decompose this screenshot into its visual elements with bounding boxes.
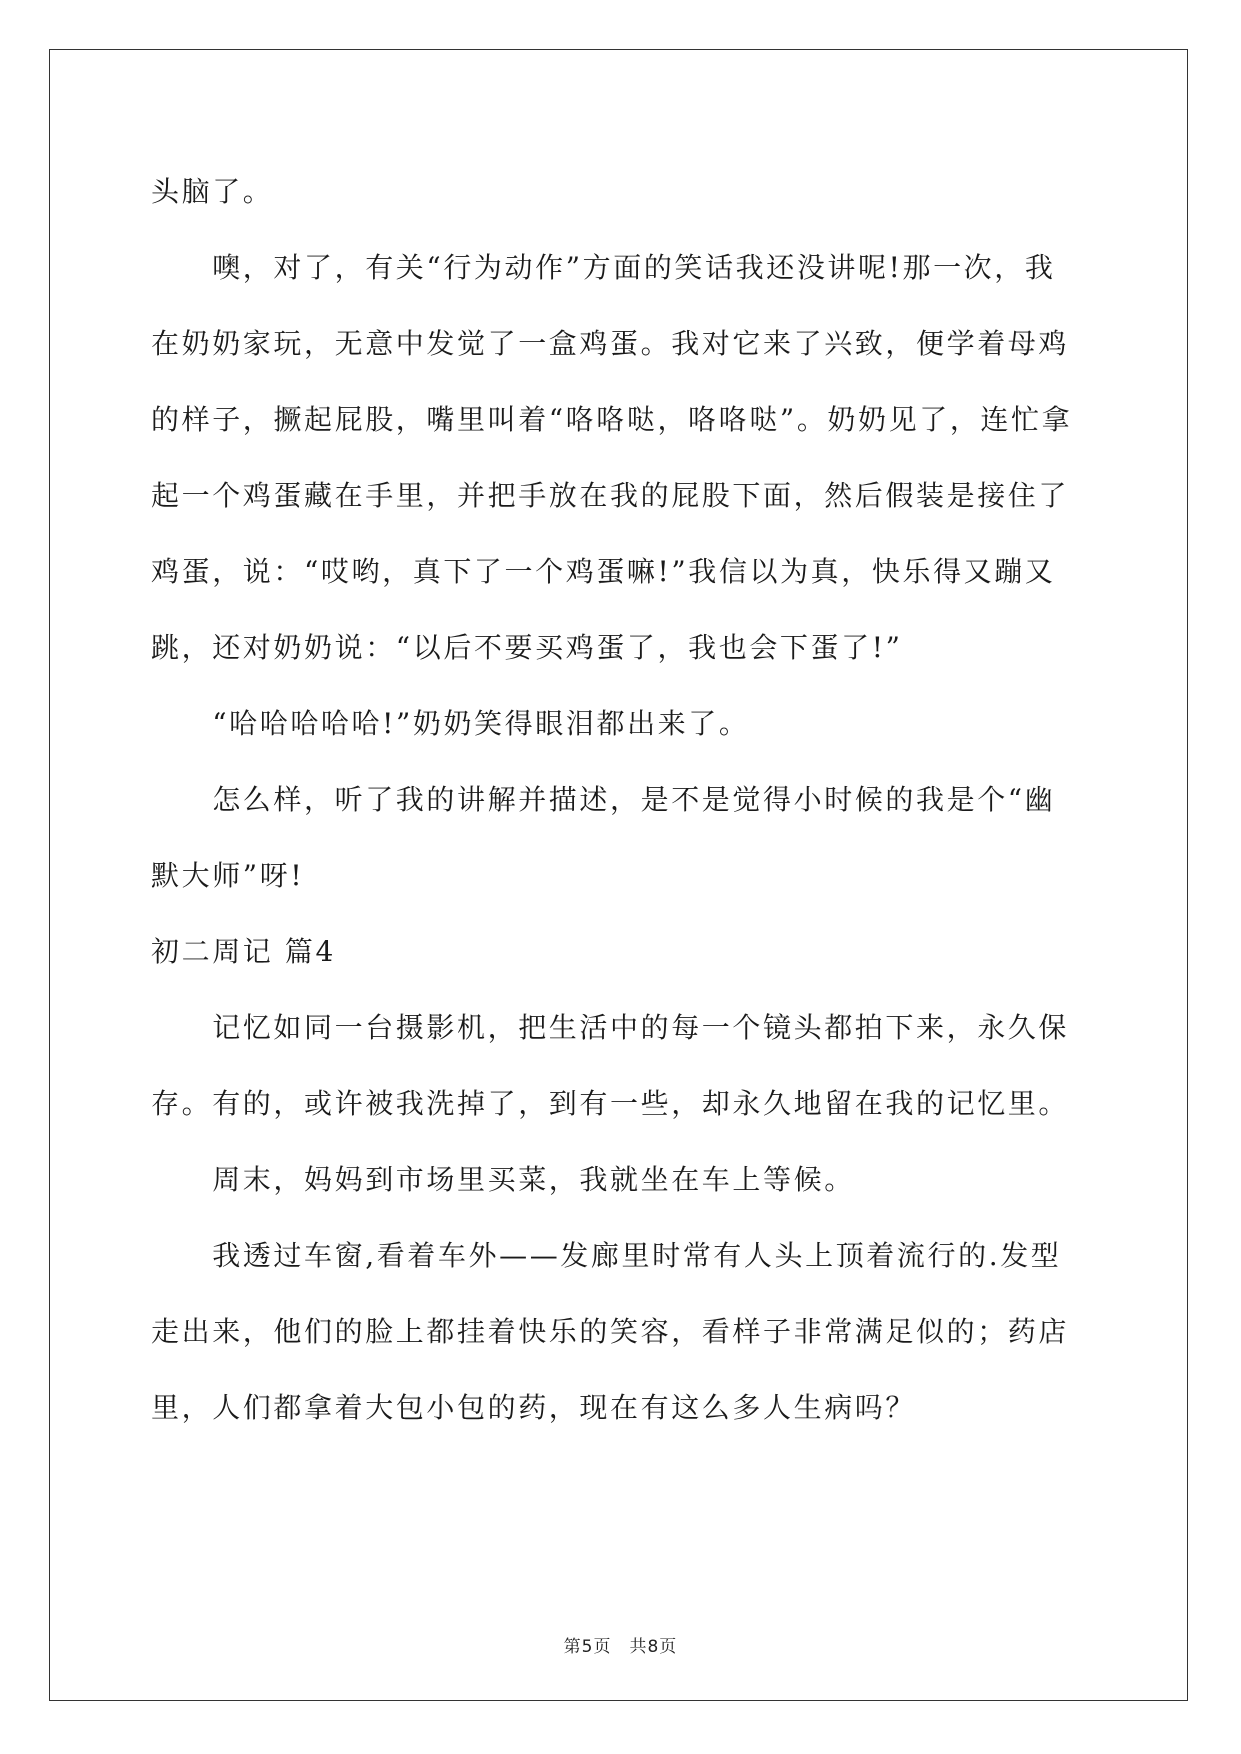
text-line: 走出来，他们的脸上都挂着快乐的笑容，看样子非常满足似的；药店 [151, 1315, 1070, 1348]
text-line: 存。有的，或许被我洗掉了，到有一些，却永久地留在我的记忆里。 [151, 1087, 1070, 1120]
text-line: 的样子，撅起屁股，嘴里叫着“咯咯哒，咯咯哒”。奶奶见了，连忙拿 [151, 403, 1073, 436]
text-line: 跳，还对奶奶说：“以后不要买鸡蛋了，我也会下蛋了!” [151, 631, 903, 664]
text-line: 怎么样，听了我的讲解并描述，是不是觉得小时候的我是个“幽 [151, 783, 1056, 816]
page-number-footer: 第5页 共8页 [563, 1637, 678, 1657]
text-line: 我透过车窗,看着车外——发廊里时常有人头上顶着流行的.发型 [151, 1239, 1062, 1272]
text-line: 周末，妈妈到市场里买菜，我就坐在车上等候。 [151, 1163, 855, 1196]
text-line: “哈哈哈哈哈!”奶奶笑得眼泪都出来了。 [151, 707, 750, 740]
text-line: 记忆如同一台摄影机，把生活中的每一个镜头都拍下来，永久保 [151, 1011, 1070, 1044]
text-line: 头脑了。 [151, 175, 274, 208]
text-line: 噢，对了，有关“行为动作”方面的笑话我还没讲呢!那一次，我 [151, 251, 1056, 284]
text-line: 里，人们都拿着大包小包的药，现在有这么多人生病吗？ [151, 1391, 917, 1424]
text-line: 鸡蛋，说：“哎哟，真下了一个鸡蛋嘛!”我信以为真，快乐得又蹦又 [151, 555, 1056, 588]
document-body [151, 154, 1089, 1446]
text-line: 起一个鸡蛋藏在手里，并把手放在我的屁股下面，然后假装是接住了 [151, 479, 1070, 512]
text-line: 在奶奶家玩，无意中发觉了一盒鸡蛋。我对它来了兴致，便学着母鸡 [151, 327, 1070, 360]
section-heading: 初二周记 篇4 [151, 935, 336, 968]
text-line: 默大师”呀! [151, 859, 305, 892]
